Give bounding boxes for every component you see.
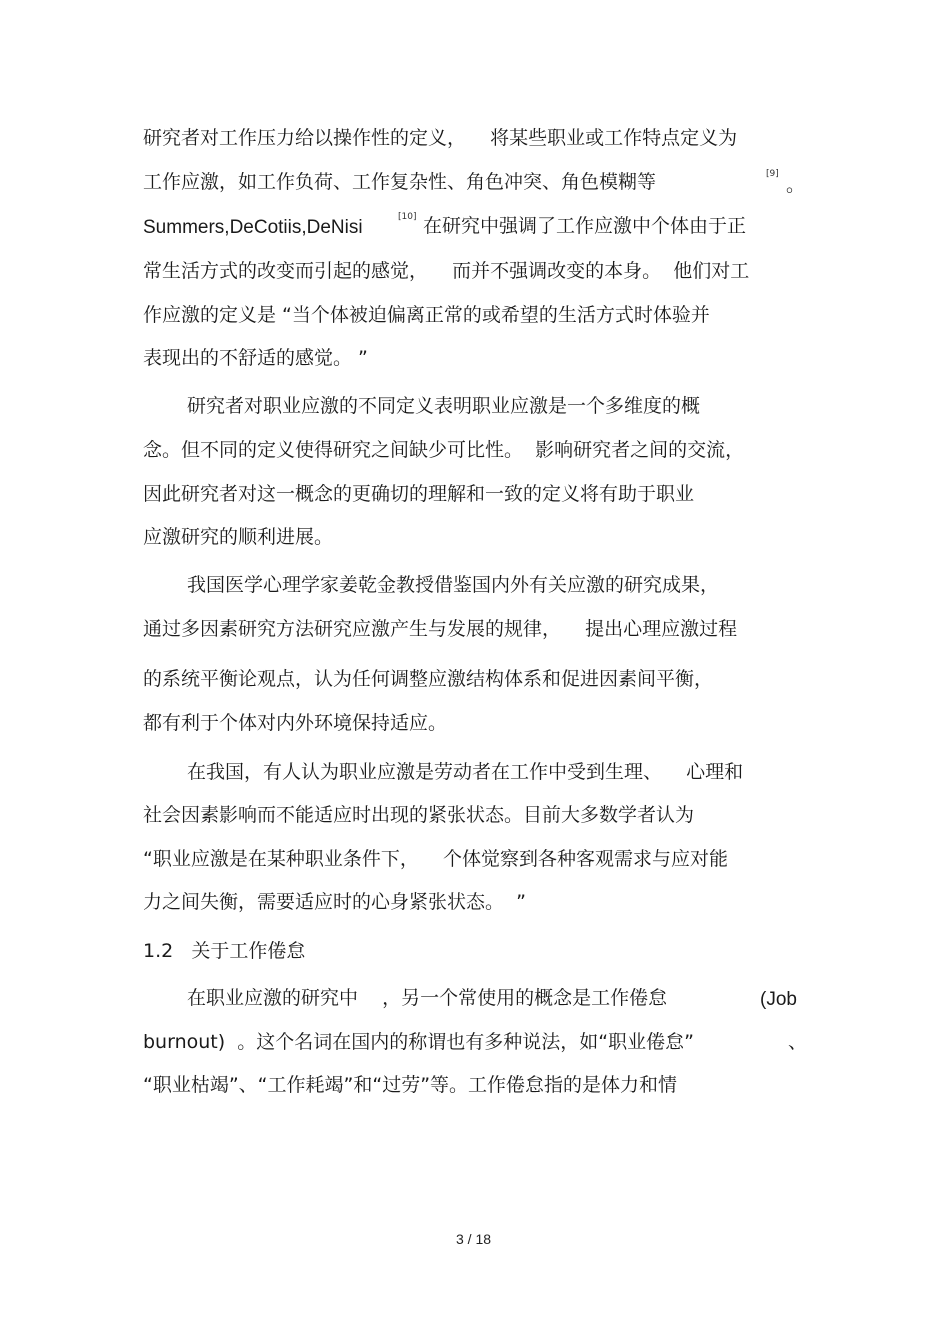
- text-line-2-end: 。: [786, 174, 806, 196]
- text-line-12: 通过多因素研究方法研究应激产生与发展的规律， 提出心理应激过程: [143, 618, 738, 640]
- text-line-16: 社会因素影响而不能适应时出现的紧张状态。目前大多数学者认为: [143, 804, 695, 826]
- text-line-19: 在职业应激的研究中 ，另一个常使用的概念是工作倦怠: [187, 987, 668, 1009]
- text-line-7: 研究者对职业应激的不同定义表明职业应激是一个多维度的概: [187, 395, 701, 417]
- text-line-21: “职业枯竭”、“工作耗竭”和“过劳”等。工作倦怠指的是体力和情: [143, 1074, 678, 1096]
- text-line-5: 作应激的定义是 “当个体被迫偏离正常的或希望的生活方式时体验并: [143, 304, 710, 326]
- text-line-19-end: (Job: [760, 989, 797, 1010]
- section-heading: 1.2 关于工作倦怠: [143, 940, 306, 962]
- text-line-8: 念。但不同的定义使得研究之间缺少可比性。 影响研究者之间的交流，: [143, 439, 745, 461]
- text-line-3: 在研究中强调了工作应激中个体由于正: [423, 215, 747, 237]
- citation-10: [10]: [398, 212, 417, 222]
- text-line-13: 的系统平衡论观点，认为任何调整应激结构体系和促进因素间平衡，: [143, 668, 714, 690]
- text-line-14: 都有利于个体对内外环境保持适应。: [143, 712, 448, 734]
- text-line-1: 研究者对工作压力给以操作性的定义， 将某些职业或工作特点定义为: [143, 127, 738, 149]
- text-line-20-end: 、: [788, 1031, 808, 1053]
- text-line-18: 力之间失衡，需要适应时的心身紧张状态。 ”: [143, 891, 526, 913]
- text-line-10: 应激研究的顺利进展。: [143, 526, 334, 548]
- text-line-17: “职业应激是在某种职业条件下， 个体觉察到各种客观需求与应对能: [143, 848, 729, 870]
- text-line-6: 表现出的不舒适的感觉。 ”: [143, 347, 368, 369]
- text-line-4: 常生活方式的改变而引起的感觉， 而并不强调改变的本身。 他们对工: [143, 260, 750, 282]
- text-line-15: 在我国，有人认为职业应激是劳动者在工作中受到生理、 心理和: [187, 761, 744, 783]
- text-line-20: burnout) 。这个名词在国内的称谓也有多种说法，如“职业倦怠”: [143, 1031, 694, 1053]
- text-line-9: 因此研究者对这一概念的更确切的理解和一致的定义将有助于职业: [143, 483, 695, 505]
- citation-9: [9]: [766, 169, 779, 179]
- text-line-2: 工作应激，如工作负荷、工作复杂性、角色冲突、角色模糊等: [143, 171, 657, 193]
- page-number: 3 / 18: [456, 1231, 492, 1247]
- text-line-3-names: Summers,DeCotiis,DeNisi: [143, 217, 363, 238]
- text-line-11: 我国医学心理学家姜乾金教授借鉴国内外有关应激的研究成果，: [187, 574, 720, 596]
